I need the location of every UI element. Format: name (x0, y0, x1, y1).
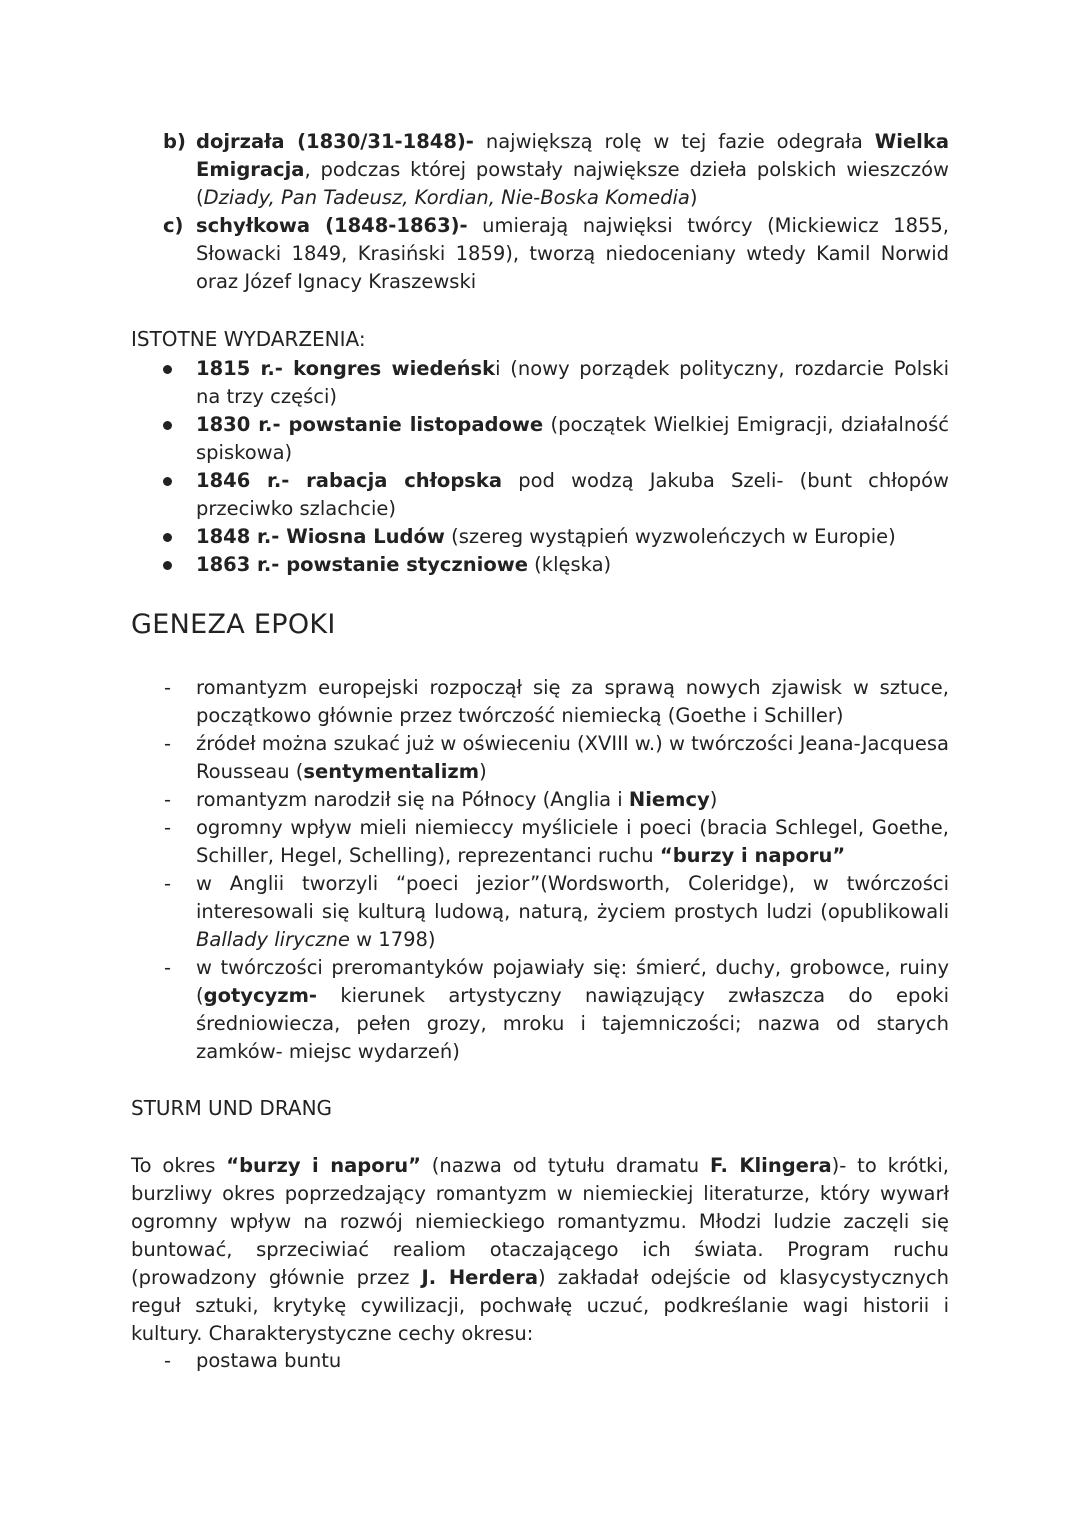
sturm-bold: J. Herdera (421, 1266, 538, 1289)
phase-text (196, 212, 949, 296)
genesis-desc: źródeł można szukać już w oświeceniu (XVIII w.) w twórczości Jeana-Jacquesa Rousseau ( (196, 732, 949, 783)
event-text (196, 411, 949, 467)
event-desc: pod wodzą Jakuba Szeli- (bunt chłopów przeciwko szlachcie) (196, 469, 949, 520)
dash-icon: - (164, 816, 172, 839)
genesis-desc: romantyzm narodził się na Północy (Anglia i (196, 788, 629, 811)
bullet-icon (163, 421, 172, 430)
event-date: 1848 r.- Wiosna Ludów (196, 525, 445, 548)
genesis-desc: romantyzm europejski rozpoczął się za sprawą nowych zjawisk w sztuce, początkowo głównie przez twórczość niemiecką (Goethe i Schiller) (196, 676, 949, 727)
event-date: 1846 r.- rabacja chłopska (196, 469, 503, 492)
genesis-desc: w 1798) (349, 928, 436, 951)
dash-icon: - (164, 788, 172, 811)
bullet-icon (163, 477, 172, 486)
event-text (196, 551, 949, 579)
event-text (196, 467, 949, 523)
event-text (196, 355, 949, 411)
phase-desc: , podczas której powstały największe dzieła polskich wieszczów ( (196, 158, 949, 209)
sturm-text: (nazwa od tytułu dramatu (420, 1154, 711, 1177)
phase-name: schyłkowa (1848-1863)- (196, 214, 468, 237)
sturm-list-text: postawa buntu (196, 1349, 342, 1372)
event-date: 1815 r.- kongres wiedeńsk (196, 357, 496, 380)
bullet-icon (163, 561, 172, 570)
sturm-bold: F. Klingera (710, 1154, 832, 1177)
genesis-desc: ) (479, 760, 487, 783)
genesis-desc: kierunek artystyczny nawiązujący zwłaszcza do epoki średniowiecza, pełen grozy, mroku i tajemniczości; nazwa od starych zamków- miejsc wydarzeń) (196, 984, 949, 1063)
event-desc: i (nowy porządek polityczny, rozdarcie Polski na trzy części) (196, 357, 949, 408)
sturm-text: )- to krótki, burzliwy okres poprzedzający romantyzm w niemieckiej literaturze, który wywarł ogromny wpływ na rozwój niemieckiego romantyzmu. Młodzi ludzie zaczęli się buntować, sprzeciwiać realiom otaczającego ich świata. Program ruchu (prowadzony głównie przez (131, 1154, 949, 1289)
list-marker: b) (163, 130, 186, 153)
phase-text (196, 128, 949, 212)
phase-bold: Wielka Emigracja (196, 130, 949, 181)
sturm-paragraph (131, 1152, 949, 1348)
phase-desc: ) (689, 186, 698, 209)
dash-icon: - (164, 872, 172, 895)
genesis-text (196, 674, 949, 730)
phase-desc: największą rolę w tej fazie odegrała (473, 130, 875, 153)
genesis-bold: Niemcy (628, 788, 710, 811)
genesis-text (196, 730, 949, 786)
genesis-italic: Ballady liryczne (196, 928, 350, 951)
bullet-icon (163, 365, 172, 374)
event-text (196, 523, 949, 551)
genesis-bold: gotycyzm- (203, 984, 318, 1007)
genesis-desc: w Anglii tworzyli “poeci jezior”(Wordsworth, Coleridge), w twórczości interesowali się kulturą ludową, naturą, życiem prostych ludzi (opublikowali (196, 872, 949, 923)
genesis-bold: sentymentalizm (303, 760, 480, 783)
events-heading: ISTOTNE WYDARZENIA: (131, 327, 366, 351)
genesis-desc: ogromny wpływ mieli niemieccy myśliciele i poeci (bracia Schlegel, Goethe, Schiller, Hegel, Schelling), reprezentanci ruchu (196, 816, 949, 867)
list-marker: c) (163, 214, 184, 237)
genesis-text (196, 870, 949, 954)
sturm-text: To okres (131, 1154, 227, 1177)
genesis-text (196, 954, 949, 1066)
event-date: 1830 r.- powstanie listopadowe (196, 413, 544, 436)
genesis-text (196, 814, 949, 870)
sturm-text: ) zakładał odejście od klasycystycznych reguł sztuki, krytykę cywilizacji, pochwałę uczuć, podkreślanie wagi historii i kultury. Charakterystyczne cechy okresu: (131, 1266, 949, 1345)
bullet-icon (163, 533, 172, 542)
genesis-heading: GENEZA EPOKI (131, 609, 336, 640)
event-desc: (początek Wielkiej Emigracji, działalność spiskowa) (196, 413, 949, 464)
genesis-bold: “burzy i naporu” (659, 844, 846, 867)
genesis-desc: w twórczości preromantyków pojawiały się: śmierć, duchy, grobowce, ruiny ( (196, 956, 949, 1007)
phase-italic: Dziady, Pan Tadeusz, Kordian, Nie-Boska Komedia (203, 186, 690, 209)
dash-icon: - (164, 1349, 172, 1372)
dash-icon: - (164, 956, 172, 979)
phase-name: dojrzała (1830/31-1848)- (196, 130, 474, 153)
event-desc: (szereg wystąpień wyzwoleńczych w Europie) (444, 525, 896, 548)
genesis-text (196, 786, 949, 814)
event-desc: (klęska) (527, 553, 612, 576)
sturm-bold: “burzy i naporu” (226, 1154, 421, 1177)
genesis-desc: ) (709, 788, 718, 811)
sturm-heading: STURM UND DRANG (131, 1096, 333, 1120)
phase-desc: umierają najwięksi twórcy (Mickiewicz 1855, Słowacki 1849, Krasiński 1859), tworzą niedoceniany wtedy Kamil Norwid oraz Józef Ignacy Kraszewski (196, 214, 949, 293)
event-date: 1863 r.- powstanie styczniowe (196, 553, 528, 576)
dash-icon: - (164, 676, 172, 699)
dash-icon: - (164, 732, 172, 755)
